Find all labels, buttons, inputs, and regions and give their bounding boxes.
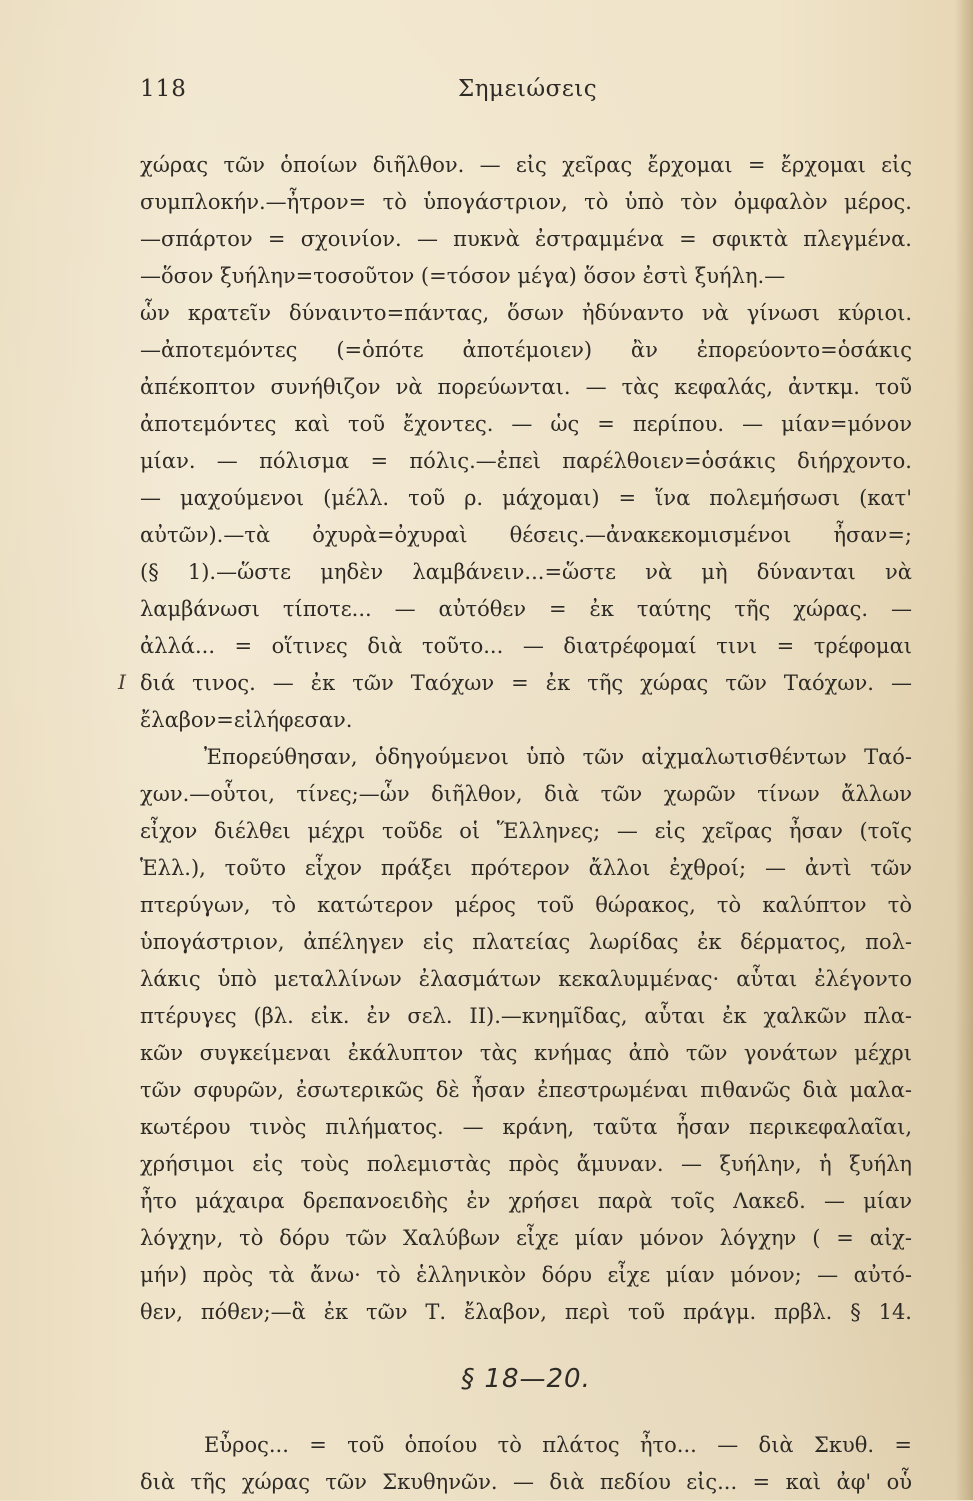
- page-header: [140, 76, 910, 110]
- text-line: διά τινος. — ἐκ τῶν Ταόχων = ἐκ τῆς χώρας τῶν Ταόχων. —: [140, 671, 912, 695]
- text-line: κῶν συγκείμεναι ἐκάλυπτον τὰς κνήμας ἀπὸ τῶν γονάτων μέχρι: [140, 1041, 912, 1065]
- text-line: μήν) πρὸς τὰ ἄνω· τὸ ἑλληνικὸν δόρυ εἶχε μίαν μόνον; — αὐτό-: [140, 1263, 912, 1287]
- text-line: ἀποτεμόντες καὶ τοῦ ἔχοντες. — ὡς = περίπου. — μίαν=μόνον: [140, 412, 912, 436]
- text-line: θεν, πόθεν;—ἃ ἐκ τῶν Τ. ἔλαβον, περὶ τοῦ πράγμ. πρβλ. § 14.: [140, 1300, 912, 1324]
- text-line: μίαν. — πόλισμα = πόλις.—ἐπεὶ παρέλθοιεν=ὁσάκις διήρχοντο.: [140, 449, 912, 473]
- text-line: ἀπέκοπτον συνήθιζον νὰ πορεύωνται. — τὰς κεφαλάς, ἀντκμ. τοῦ: [140, 375, 912, 399]
- page-edge-shadow: [955, 0, 973, 1500]
- text-line: λαμβάνωσι τίποτε... — αὐτόθεν = ἐκ ταύτης τῆς χώρας. —: [140, 597, 912, 621]
- text-line: διὰ τῆς χώρας τῶν Σκυθηνῶν. — διὰ πεδίου εἰς... = καὶ ἀφ' οὗ: [140, 1470, 912, 1494]
- text-line: —ἀποτεμόντες (=ὁπότε ἀποτέμοιεν) ἂν ἐπορεύοντο=ὁσάκις: [140, 338, 912, 362]
- text-line: ὧν κρατεῖν δύναιντο=πάντας, ὅσων ἠδύναντο νὰ γίνωσι κύριοι.: [140, 301, 912, 325]
- text-line: (§ 1).—ὥστε μηδὲν λαμβάνειν...=ὥστε νὰ μὴ δύνανται νὰ: [140, 560, 912, 584]
- text-line: συμπλοκήν.—ἦτρον= τὸ ὑπογάστριον, τὸ ὑπὸ τὸν ὀμφαλὸν μέρος.: [140, 190, 912, 214]
- text-line: λόγχην, τὸ δόρυ τῶν Χαλύβων εἶχε μίαν μόνον λόγχην ( = αἰχ-: [140, 1226, 912, 1250]
- text-line: ἀλλά... = οἵτινες διὰ τοῦτο... — διατρέφομαί τινι = τρέφομαι: [140, 634, 912, 658]
- notes-text: [140, 147, 912, 1501]
- text-line: ἦτο μάχαιρα δρεπανοειδὴς ἐν χρήσει παρὰ τοῖς Λακεδ. — μίαν: [140, 1189, 912, 1213]
- text-line: πτέρυγες (βλ. εἰκ. ἐν σελ. II).—κνημῖδας, αὗται ἐκ χαλκῶν πλα-: [140, 1004, 912, 1028]
- text-line: λάκις ὑπὸ μεταλλίνων ἐλασμάτων κεκαλυμμένας· αὗται ἐλέγοντο: [140, 967, 912, 991]
- running-title: Σημειώσεις: [458, 76, 598, 102]
- text-line: ὑπογάστριον, ἀπέληγεν εἰς πλατείας λωρίδας ἐκ δέρματος, πολ-: [140, 930, 912, 954]
- text-line: Εὖρος... = τοῦ ὁποίου τὸ πλάτος ἦτο... — διὰ Σκυθ. =: [204, 1433, 912, 1457]
- text-line: κωτέρου τινὸς πιλήματος. — κράνη, ταῦτα ἦσαν περικεφαλαῖαι,: [140, 1115, 912, 1139]
- text-line: αὐτῶν).—τὰ ὀχυρὰ=ὀχυραὶ θέσεις.—ἀνακεκομισμένοι ἦσαν=;: [140, 523, 912, 547]
- text-line: —σπάρτον = σχοινίον. — πυκνὰ ἐστραμμένα = σφικτὰ πλεγμένα.: [140, 227, 912, 251]
- text-line: χώρας τῶν ὁποίων διῆλθον. — εἰς χεῖρας ἔρχομαι = ἔρχομαι εἰς: [140, 153, 912, 177]
- text-line: χρήσιμοι εἰς τοὺς πολεμιστὰς πρὸς ἄμυναν. — ξυήλην, ἡ ξυήλη: [140, 1152, 912, 1176]
- text-line: τῶν σφυρῶν, ἐσωτερικῶς δὲ ἦσαν ἐπεστρωμέναι πιθανῶς διὰ μαλα-: [140, 1078, 912, 1102]
- section-heading: § 18—20.: [461, 1364, 591, 1394]
- text-line: Ἐπορεύθησαν, ὁδηγούμενοι ὑπὸ τῶν αἰχμαλωτισθέντων Ταό-: [204, 745, 912, 769]
- text-line: χων.—οὗτοι, τίνες;—ὧν διῆλθον, διὰ τῶν χωρῶν τίνων ἄλλων: [140, 782, 912, 806]
- page-number: 118: [140, 76, 187, 102]
- text-line: —ὅσον ξυήλην=τοσοῦτον (=τόσον μέγα) ὅσον ἐστὶ ξυήλη.—: [140, 264, 786, 288]
- text-line: ἔλαβον=εἰλήφεσαν.: [140, 708, 353, 732]
- text-line: εἶχον διέλθει μέχρι τοῦδε οἱ Ἕλληνες; — εἰς χεῖρας ἦσαν (τοῖς: [140, 819, 912, 843]
- margin-mark: I: [118, 670, 126, 694]
- text-line: — μαχούμενοι (μέλλ. τοῦ ρ. μάχομαι) = ἵνα πολεμήσωσι (κατ': [140, 486, 912, 510]
- text-line: πτερύγων, τὸ κατώτερον μέρος τοῦ θώρακος, τὸ καλύπτον τὸ: [140, 893, 912, 917]
- text-line: Ἑλλ.), τοῦτο εἶχον πράξει πρότερον ἄλλοι ἐχθροί; — ἀντὶ τῶν: [140, 856, 912, 880]
